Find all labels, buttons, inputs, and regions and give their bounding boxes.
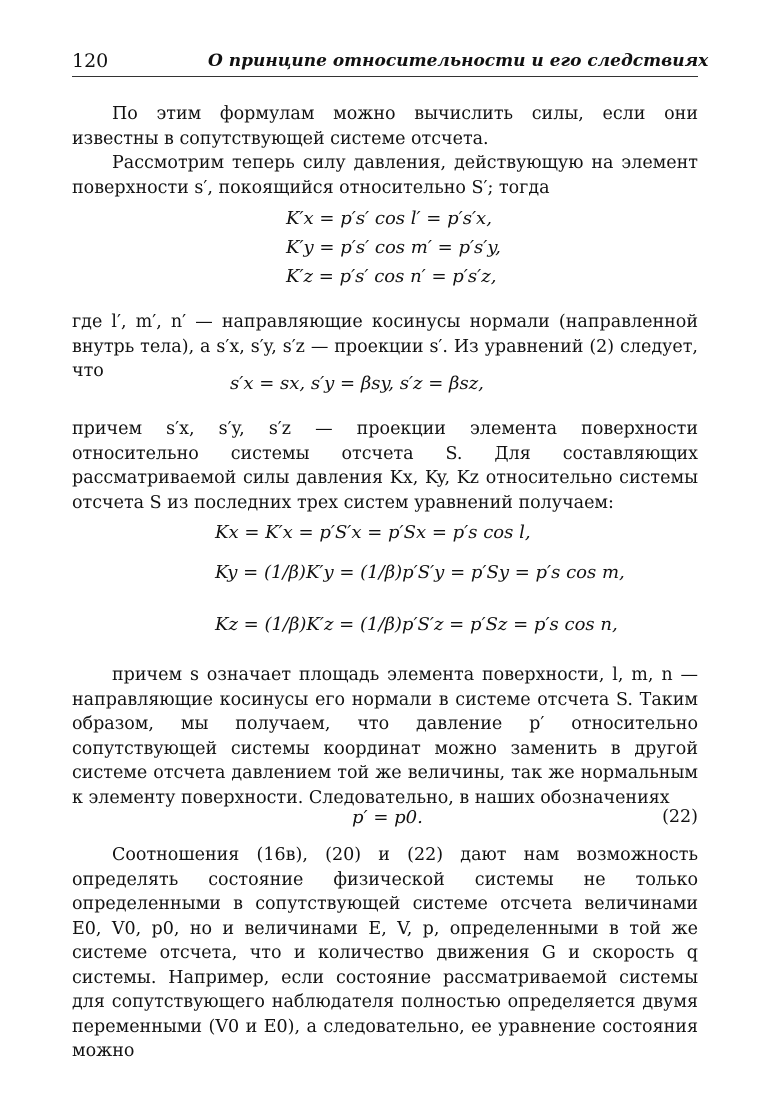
paragraph-6: Соотношения (16в), (20) и (22) дают нам возможность определять состояние физической системы не только определенными в сопутствующей системе отсчета величинами E0, V0, p0, но и величинами E, V, p, определенными в той же системе отсчета, что и количество движения G и скорость q системы. Например, если состояние рассматриваемой системы для сопутствующего наблюдателя полностью определяется двумя переменными (V0 и E0), а следовательно, ее уравнение состояния можно — [72, 845, 698, 1061]
equation-kz-prime: K′z = p′s′ cos n′ = p′s′z, — [286, 266, 497, 287]
paragraph-3: где l′, m′, n′ — направляющие косинусы нормали (направленной внутрь тела), а s′x, s′y, s′z — проекции s′. Из уравнений (2) следует, что — [72, 312, 698, 381]
equation-ky-prime: K′y = p′s′ cos m′ = p′s′y, — [286, 237, 501, 258]
paragraph-4: причем s′x, s′y, s′z — проекции элемента поверхности относительно системы отсчета S. Для составляющих рассматриваемой силы давления Kx, Ky, Kz относительно системы отсчета S из последних трех систем уравнений получаем: — [72, 419, 698, 513]
paragraph-5: причем s означает площадь элемента поверхности, l, m, n — направляющие косинусы его нормали в системе отсчета S. Таким образом, мы получаем, что давление p′ относительно сопутствующей системы координат можно заменить в другой системе отсчета давлением той же величины, так же нормальным к элементу поверхности. Следовательно, в наших обозначениях — [72, 665, 698, 808]
equation-22: p′ = p0. — [352, 807, 423, 828]
page-number: 120 — [72, 50, 109, 72]
equation-kz: Kz = (1/β)K′z = (1/β)p′S′z = p′Sz = p′s cos n, — [215, 614, 618, 635]
running-title: О принципе относительности и его следствиях — [208, 51, 709, 71]
paragraph-1: По этим формулам можно вычислить силы, если они известны в сопутствующей системе отсчета. — [72, 104, 698, 149]
equation-ky: Ky = (1/β)K′y = (1/β)p′S′y = p′Sy = p′s cos m, — [215, 562, 625, 583]
equation-kx: Kx = K′x = p′S′x = p′Sx = p′s cos l, — [215, 522, 531, 543]
equation-kx-prime: K′x = p′s′ cos l′ = p′s′x, — [286, 208, 492, 229]
header-rule — [72, 76, 698, 77]
equation-22-number: (22) — [662, 807, 698, 827]
equation-projections: s′x = sx, s′y = βsy, s′z = βsz, — [230, 373, 484, 394]
paragraph-2: Рассмотрим теперь силу давления, действующую на элемент поверхности s′, покоящийся относительно S′; тогда — [72, 153, 698, 198]
